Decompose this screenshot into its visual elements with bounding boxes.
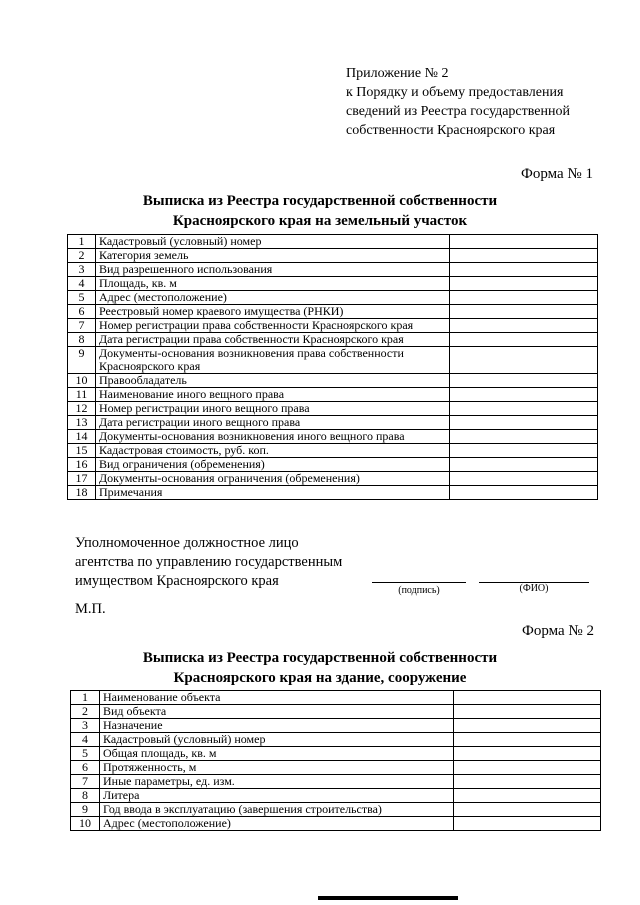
row-number: 15 — [68, 444, 96, 458]
table-row — [68, 347, 598, 374]
row-number: 2 — [71, 705, 100, 719]
table-row — [68, 430, 598, 444]
row-value-cell[interactable] — [450, 374, 598, 388]
row-label: Дата регистрации права собственности Красноярского края — [96, 333, 450, 347]
form1-title-line: Красноярского края на земельный участок — [172, 213, 468, 229]
row-label: Наименование иного вещного права — [96, 388, 450, 402]
appendix-line: к Порядку и объему предоставления — [346, 85, 564, 100]
row-value-cell[interactable] — [454, 733, 601, 747]
row-value-cell[interactable] — [450, 263, 598, 277]
stamp-mark: М.П. — [75, 601, 106, 617]
table-row — [68, 235, 598, 249]
signature-line: имуществом Красноярского края — [75, 573, 279, 589]
row-number: 12 — [68, 402, 96, 416]
row-number: 11 — [68, 388, 96, 402]
name-caption: (ФИО) — [519, 583, 549, 594]
row-value-cell[interactable] — [454, 719, 601, 733]
form2-title-line: Выписка из Реестра государственной собственности — [142, 650, 498, 666]
table-row — [68, 319, 598, 333]
row-label: Кадастровый (условный) номер — [96, 235, 450, 249]
row-number: 10 — [71, 817, 100, 831]
row-label: Иные параметры, ед. изм. — [100, 775, 454, 789]
row-value-cell[interactable] — [454, 817, 601, 831]
table-row — [71, 761, 601, 775]
form2-title-line: Красноярского края на здание, сооружение — [173, 670, 467, 686]
signature-line: Уполномоченное должностное лицо — [75, 535, 299, 551]
form2-table — [70, 690, 601, 831]
row-number: 1 — [71, 691, 100, 705]
row-value-cell[interactable] — [450, 458, 598, 472]
row-value-cell[interactable] — [450, 430, 598, 444]
row-number: 8 — [71, 789, 100, 803]
row-value-cell[interactable] — [450, 486, 598, 500]
table-row — [68, 249, 598, 263]
row-label: Правообладатель — [96, 374, 450, 388]
row-label: Документы-основания возникновения иного вещного права — [96, 430, 450, 444]
row-label: Примечания — [96, 486, 450, 500]
table-row — [71, 733, 601, 747]
row-label: Вид разрешенного использования — [96, 263, 450, 277]
row-value-cell[interactable] — [450, 305, 598, 319]
row-label: Кадастровая стоимость, руб. коп. — [96, 444, 450, 458]
table-row — [68, 486, 598, 500]
row-label: Документы-основания возникновения права собственности Красноярского края — [96, 347, 450, 374]
table-row — [68, 277, 598, 291]
scan-edge-mark — [318, 896, 458, 900]
table-row — [68, 305, 598, 319]
row-number: 8 — [68, 333, 96, 347]
form2-label: Форма № 2 — [522, 623, 594, 639]
form1-title-line: Выписка из Реестра государственной собственности — [142, 193, 498, 209]
row-value-cell[interactable] — [450, 472, 598, 486]
appendix-line: Приложение № 2 — [346, 66, 449, 81]
table-row — [68, 291, 598, 305]
row-number: 3 — [71, 719, 100, 733]
row-value-cell[interactable] — [454, 761, 601, 775]
row-number: 16 — [68, 458, 96, 472]
row-number: 4 — [68, 277, 96, 291]
row-label: Кадастровый (условный) номер — [100, 733, 454, 747]
table-row — [71, 719, 601, 733]
table-row — [71, 775, 601, 789]
table-row — [68, 388, 598, 402]
row-number: 6 — [71, 761, 100, 775]
row-label: Год ввода в эксплуатацию (завершения строительства) — [100, 803, 454, 817]
table-row — [68, 472, 598, 486]
table-row — [71, 803, 601, 817]
row-label: Номер регистрации права собственности Красноярского края — [96, 319, 450, 333]
row-label: Адрес (местоположение) — [96, 291, 450, 305]
table-row — [68, 444, 598, 458]
row-label: Категория земель — [96, 249, 450, 263]
table-row — [68, 263, 598, 277]
row-number: 9 — [71, 803, 100, 817]
row-number: 14 — [68, 430, 96, 444]
row-label: Протяженность, м — [100, 761, 454, 775]
row-label: Адрес (местоположение) — [100, 817, 454, 831]
row-number: 1 — [68, 235, 96, 249]
row-number: 18 — [68, 486, 96, 500]
form1-table — [67, 234, 598, 500]
table-row — [68, 458, 598, 472]
row-number: 7 — [68, 319, 96, 333]
appendix-header — [346, 64, 626, 140]
row-number: 10 — [68, 374, 96, 388]
sign-underline — [372, 582, 466, 583]
row-number: 17 — [68, 472, 96, 486]
form1-title — [0, 191, 640, 231]
row-number: 7 — [71, 775, 100, 789]
row-value-cell[interactable] — [454, 747, 601, 761]
row-number: 3 — [68, 263, 96, 277]
row-value-cell[interactable] — [450, 347, 598, 374]
table-row — [71, 789, 601, 803]
appendix-line: собственности Красноярского края — [346, 123, 556, 138]
table-row — [68, 374, 598, 388]
form2-title — [0, 648, 640, 688]
table-row — [71, 747, 601, 761]
signature-line: агентства по управлению государственным — [75, 554, 343, 570]
row-value-cell[interactable] — [450, 416, 598, 430]
signature-block — [75, 534, 342, 591]
row-number: 5 — [71, 747, 100, 761]
row-number: 4 — [71, 733, 100, 747]
sign-caption: (подпись) — [398, 585, 440, 596]
appendix-line: сведений из Реестра государственной — [346, 104, 570, 119]
row-value-cell[interactable] — [450, 291, 598, 305]
row-value-cell[interactable] — [454, 789, 601, 803]
table-row — [68, 402, 598, 416]
row-value-cell[interactable] — [450, 319, 598, 333]
row-label: Вид объекта — [100, 705, 454, 719]
row-number: 5 — [68, 291, 96, 305]
row-label: Номер регистрации иного вещного права — [96, 402, 450, 416]
row-value-cell[interactable] — [454, 775, 601, 789]
row-value-cell[interactable] — [454, 691, 601, 705]
table-row — [71, 691, 601, 705]
row-value-cell[interactable] — [450, 388, 598, 402]
row-value-cell[interactable] — [450, 333, 598, 347]
row-value-cell[interactable] — [450, 249, 598, 263]
row-label: Площадь, кв. м — [96, 277, 450, 291]
row-label: Реестровый номер краевого имущества (РНКИ) — [96, 305, 450, 319]
row-number: 6 — [68, 305, 96, 319]
row-number: 9 — [68, 347, 96, 374]
row-label: Наименование объекта — [100, 691, 454, 705]
table-row — [68, 333, 598, 347]
row-number: 2 — [68, 249, 96, 263]
row-number: 13 — [68, 416, 96, 430]
row-value-cell[interactable] — [450, 402, 598, 416]
table-row — [71, 817, 601, 831]
row-value-cell[interactable] — [450, 235, 598, 249]
row-label: Назначение — [100, 719, 454, 733]
row-value-cell[interactable] — [450, 444, 598, 458]
row-value-cell[interactable] — [454, 803, 601, 817]
table-row — [71, 705, 601, 719]
row-value-cell[interactable] — [454, 705, 601, 719]
row-label: Дата регистрации иного вещного права — [96, 416, 450, 430]
row-label: Вид ограничения (обременения) — [96, 458, 450, 472]
row-value-cell[interactable] — [450, 277, 598, 291]
row-label: Литера — [100, 789, 454, 803]
form1-label: Форма № 1 — [521, 166, 593, 182]
row-label: Документы-основания ограничения (обременения) — [96, 472, 450, 486]
row-label: Общая площадь, кв. м — [100, 747, 454, 761]
table-row — [68, 416, 598, 430]
